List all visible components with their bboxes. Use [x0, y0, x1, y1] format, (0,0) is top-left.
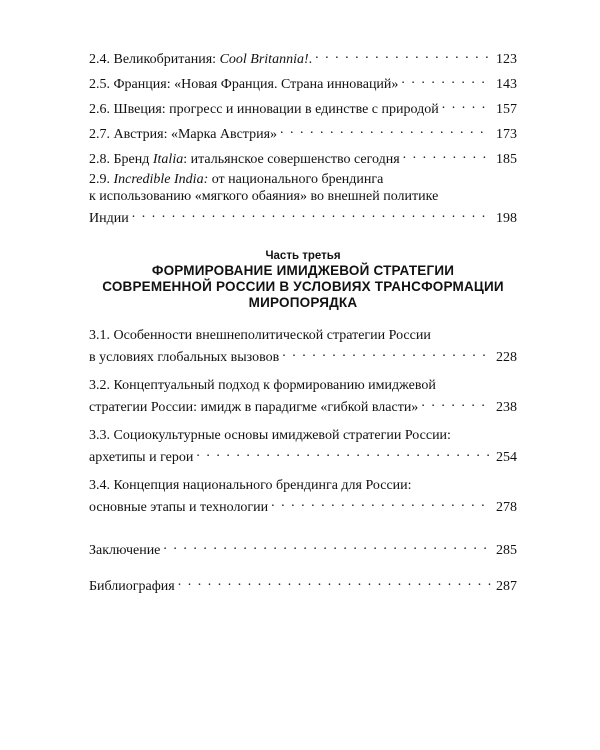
- page-number: 143: [496, 77, 517, 92]
- page-number: 173: [496, 127, 517, 142]
- toc-entry-3-2[interactable]: [89, 377, 517, 416]
- page-number: 198: [496, 211, 517, 226]
- page-number: 285: [496, 543, 517, 558]
- entry-title: 3.2. Концептуальный подход к формированию имиджевой: [89, 378, 436, 393]
- entry-title: 2.9.: [89, 172, 114, 187]
- entry-title: 2.7. Австрия: «Марка Австрия»: [89, 127, 278, 142]
- entry-title-line2: в условиях глобальных вызовов: [89, 350, 280, 365]
- entry-title-line2: к использованию «мягкого обаяния» во внешней политике: [89, 189, 439, 204]
- entry-title-line2: основные этапы и технологии: [89, 500, 269, 515]
- toc-entry-2-4[interactable]: [89, 46, 517, 68]
- part-title-line1: ФОРМИРОВАНИЕ ИМИДЖЕВОЙ СТРАТЕГИИ: [151, 263, 455, 278]
- leader-dots: [401, 71, 491, 88]
- entry-title: 3.1. Особенности внешнеполитической стратегии России: [89, 328, 431, 343]
- toc-entry-2-9[interactable]: [89, 171, 517, 227]
- leader-dots: [280, 121, 491, 138]
- leader-dots: [132, 205, 491, 222]
- leader-dots: [421, 394, 491, 411]
- entry-title: Библиография: [89, 579, 175, 594]
- entry-title-italic: Incredible India:: [113, 172, 209, 187]
- entry-title: Заключение: [89, 543, 161, 558]
- entry-title-suffix: : итальянское совершенство сегодня: [183, 152, 400, 167]
- entry-title-line2: архетипы и герои: [89, 450, 194, 465]
- page-number: 238: [496, 400, 517, 415]
- table-of-contents: [89, 46, 517, 598]
- entry-title: 2.4. Великобритания:: [89, 52, 220, 67]
- toc-entry-conclusion[interactable]: [89, 537, 517, 559]
- page-number: 287: [496, 579, 517, 594]
- entry-title: 2.6. Швеция: прогресс и инновации в единстве с природой: [89, 102, 439, 117]
- toc-entry-3-4[interactable]: [89, 477, 517, 516]
- part-title-line3: МИРОПОРЯДКА: [248, 295, 358, 310]
- entry-title: 3.3. Социокультурные основы имиджевой стратегии России:: [89, 428, 451, 443]
- toc-entry-2-5[interactable]: [89, 71, 517, 93]
- part-label: Часть третья: [265, 250, 341, 262]
- part-heading: [89, 249, 517, 311]
- leader-dots: [315, 46, 491, 63]
- entry-title-line3: Индии: [89, 211, 129, 226]
- page-number: 123: [496, 52, 517, 67]
- toc-entry-2-7[interactable]: [89, 121, 517, 143]
- page-number: 185: [496, 152, 517, 167]
- entry-title: 3.4. Концепция национального брендинга для России:: [89, 478, 412, 493]
- leader-dots: [163, 537, 491, 554]
- toc-entry-2-6[interactable]: [89, 96, 517, 118]
- entry-title-italic: Italia: [152, 152, 184, 167]
- part-title-line2: СОВРЕМЕННОЙ РОССИИ В УСЛОВИЯХ ТРАНСФОРМАЦИИ: [102, 279, 504, 294]
- entry-title-line2: стратегии России: имидж в парадигме «гибкой власти»: [89, 400, 419, 415]
- entry-title: 2.5. Франция: «Новая Франция. Страна инноваций»: [89, 77, 399, 92]
- toc-entry-3-3[interactable]: [89, 427, 517, 466]
- entry-title-suffix: .: [308, 52, 313, 67]
- entry-title-italic: Cool Britannia!: [219, 52, 309, 67]
- toc-entry-bibliography[interactable]: [89, 573, 517, 595]
- entry-title-suffix: от национального брендинга: [208, 172, 384, 187]
- entry-title: 2.8. Бренд: [89, 152, 153, 167]
- leader-dots: [271, 494, 491, 511]
- page-number: 228: [496, 350, 517, 365]
- toc-entry-3-1[interactable]: [89, 327, 517, 366]
- page-number: 157: [496, 102, 517, 117]
- leader-dots: [442, 96, 491, 113]
- leader-dots: [403, 146, 491, 163]
- leader-dots: [282, 344, 491, 361]
- page-number: 278: [496, 500, 517, 515]
- toc-entry-2-8[interactable]: [89, 146, 517, 168]
- page-number: 254: [496, 450, 517, 465]
- leader-dots: [196, 444, 491, 461]
- leader-dots: [178, 573, 491, 590]
